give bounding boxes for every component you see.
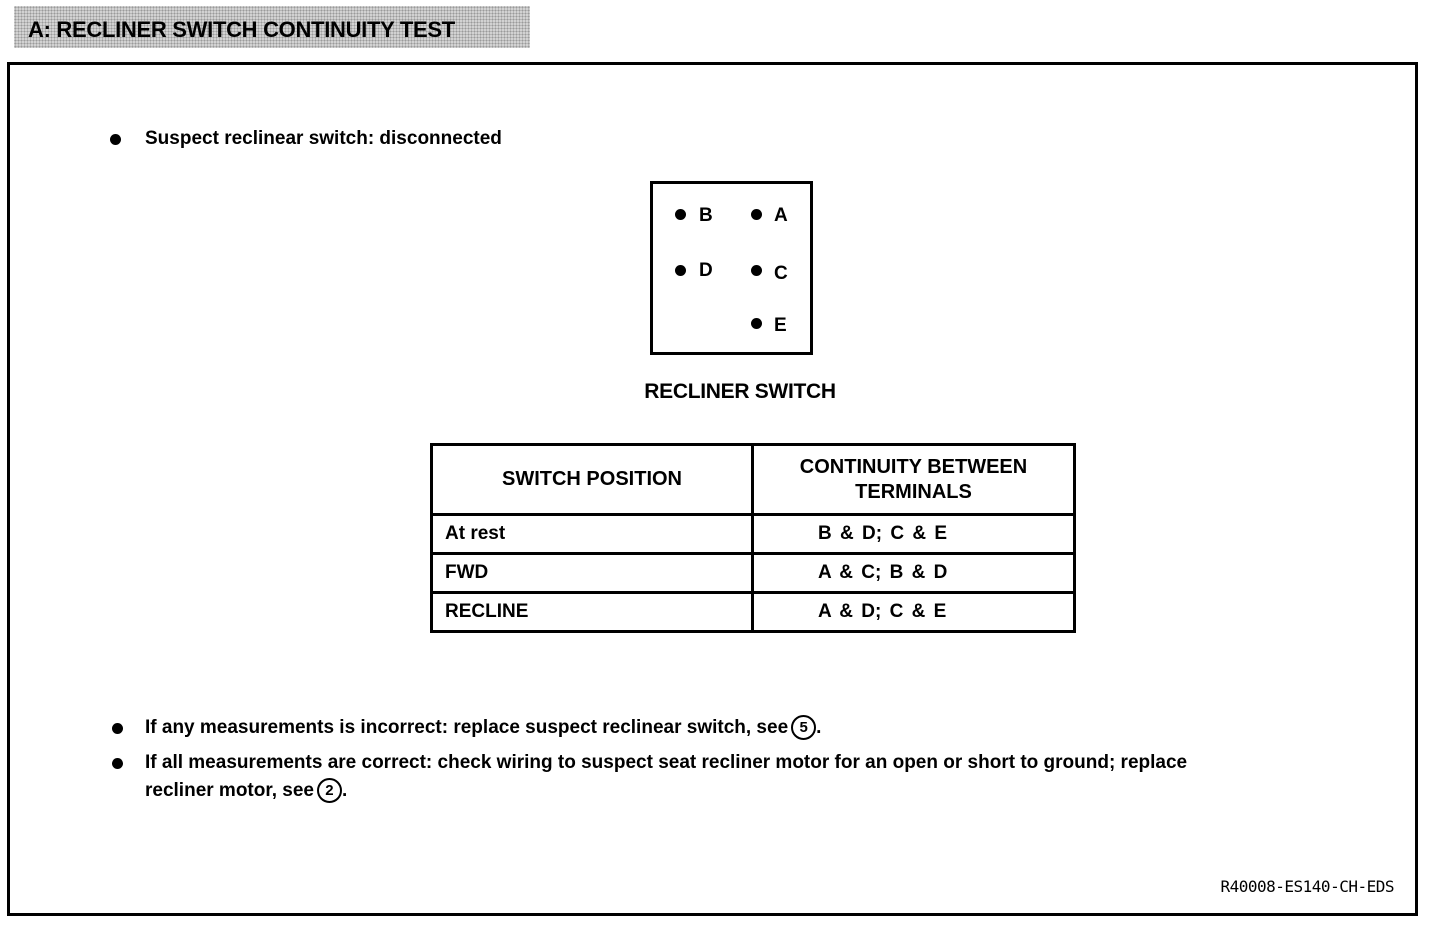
bullet-dot [110, 134, 121, 145]
table-row [432, 554, 1075, 593]
terminal-e-label: E [774, 315, 787, 336]
terminal-d-pin [675, 265, 686, 276]
continuity-cell: A & D; C & E [753, 593, 1075, 632]
reference-5-icon: 5 [791, 715, 816, 740]
terminal-a-pin [751, 209, 762, 220]
position-cell: FWD [432, 554, 753, 593]
terminal-c-pin [751, 265, 762, 276]
bullet-text-line2-text: recliner motor, see [145, 780, 314, 801]
bullet-period: . [816, 717, 822, 738]
header-continuity-text: CONTINUITY BETWEEN TERMINALS [799, 455, 1028, 503]
table-row [432, 593, 1075, 632]
recliner-switch-connector [650, 181, 813, 355]
header-switch-position: SWITCH POSITION [432, 445, 753, 515]
section-title: A: RECLINER SWITCH CONTINUITY TEST [28, 17, 455, 42]
table-row [432, 515, 1075, 554]
bullet-correct-measurement [145, 749, 1187, 805]
table-header-row [432, 445, 1075, 515]
terminal-b-pin [675, 209, 686, 220]
connector-caption: RECLINER SWITCH [644, 380, 836, 403]
reference-2-icon: 2 [317, 778, 342, 803]
continuity-cell: A & C; B & D [753, 554, 1075, 593]
terminal-a-label: A [774, 205, 788, 226]
continuity-table [430, 443, 1076, 633]
position-cell: At rest [432, 515, 753, 554]
bullet-text: Suspect reclinear switch: disconnected [145, 128, 502, 149]
terminal-e-pin [751, 318, 762, 329]
terminal-c-label: C [774, 263, 788, 284]
section-header [14, 6, 530, 48]
bullet-text-line1: If all measurements are correct: check wiring to suspect seat recliner motor for an open or short to ground; replace [145, 752, 1188, 773]
position-cell: RECLINE [432, 593, 753, 632]
header-continuity [753, 445, 1075, 515]
bullet-text: If any measurements is incorrect: replace suspect reclinear switch, see [145, 717, 789, 738]
bullet-dot [112, 758, 123, 769]
bullet-period: . [341, 780, 348, 801]
bullet-text-line2 [145, 777, 1187, 805]
bullet-dot [112, 723, 123, 734]
continuity-cell: B & D; C & E [753, 515, 1075, 554]
bullet-incorrect-measurement [145, 714, 821, 742]
terminal-d-label: D [699, 260, 713, 281]
figure-code: R40008-ES140-CH-EDS [1220, 877, 1394, 896]
terminal-b-label: B [699, 205, 713, 226]
bullet-disconnect-switch [145, 125, 502, 153]
